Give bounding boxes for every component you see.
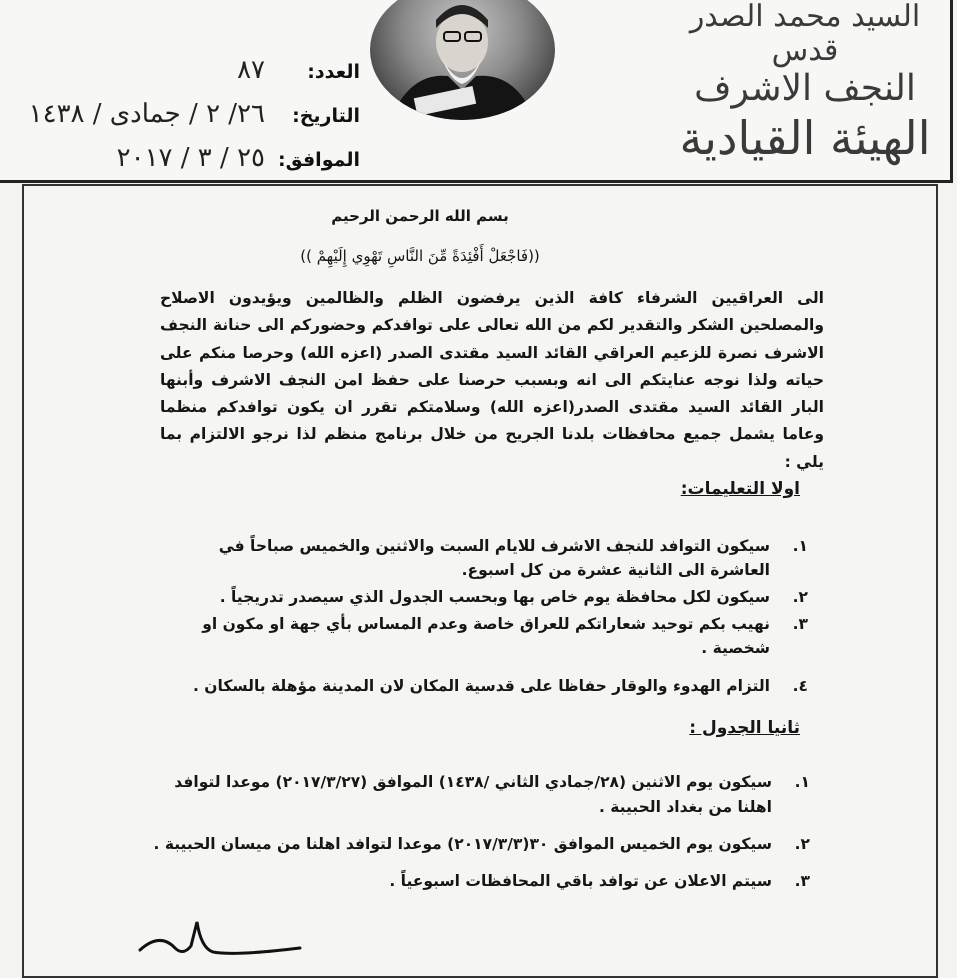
- date-value: ٢٦/ ٢ / جمادى / ١٤٣٨: [28, 99, 265, 129]
- list-item-text: سيكون لكل محافظة يوم خاص بها وبحسب الجدول الذي سيصدر تدريجياً .: [219, 588, 770, 606]
- signature-mark: [135, 918, 305, 960]
- portrait-illustration: [370, 0, 555, 120]
- list-item-number: ٢.: [794, 835, 810, 853]
- list-item: [150, 832, 810, 857]
- letter-title: بسم الله الرحمن الرحيم: [331, 207, 509, 225]
- gregorian-label: الموافق:: [278, 149, 360, 171]
- list-item-text: سيكون التوافد للنجف الاشرف للايام السبت والاثنين والخميس صباحاً في العاشرة الى الثانية عشرة من كل اسبوع.: [218, 537, 770, 579]
- quranic-verse: ((فَاجْعَلْ أَفْئِدَةً مِّنَ النَّاسِ تَهْوِي إِلَيْهِمْ )): [300, 247, 540, 265]
- meta-number-row: [30, 55, 360, 99]
- list-item-number: ١.: [794, 773, 810, 791]
- meta-date-row: [30, 99, 360, 143]
- portrait-photo: [370, 0, 555, 120]
- list-item: [160, 534, 808, 582]
- list-item-number: ١.: [792, 537, 808, 555]
- list-item: [160, 612, 808, 660]
- logo-line-founder: السيد محمد الصدر قدس: [689, 0, 921, 68]
- list-item-text: التزام الهدوء والوقار حفاظا على قدسية المكان لان المدينة مؤهلة بالسكان .: [193, 677, 770, 695]
- meta-gregorian-row: [30, 143, 360, 187]
- letterhead: [0, 0, 953, 183]
- list-item-number: ٢.: [792, 588, 808, 606]
- date-label: التاريخ:: [292, 105, 360, 127]
- section-schedule-heading: ثانيا الجدول :: [689, 718, 800, 738]
- list-item: [160, 674, 808, 698]
- section-instructions-heading: اولا التعليمات:: [680, 479, 800, 499]
- document-meta: [30, 55, 360, 187]
- list-item: [160, 585, 808, 609]
- logo-line-city: النجف الاشرف: [694, 68, 916, 109]
- list-item: [150, 869, 810, 893]
- organization-logo: [670, 0, 940, 175]
- list-item-text: سيكون يوم الاثنين (٢٨/جمادي الثاني /١٤٣٨) الموافق (٢٠١٧/٣/٢٧) موعدا لتوافد اهلنا من بغداد الحبيبة .: [174, 773, 772, 816]
- number-label: العدد:: [307, 61, 360, 83]
- list-item: [150, 770, 810, 820]
- list-item-text: سيكون يوم الخميس الموافق ٣٠(٢٠١٧/٣/٣) موعدا لتوافد اهلنا من ميسان الحبيبة .: [153, 835, 772, 853]
- instructions-list: [160, 534, 808, 698]
- number-value: ٨٧: [237, 55, 265, 85]
- schedule-list: [150, 770, 810, 893]
- list-item-number: ٣.: [794, 872, 810, 890]
- list-item-text: سيتم الاعلان عن توافد باقي المحافظات اسبوعياً .: [389, 872, 772, 890]
- gregorian-value: ٢٥ / ٣ / ٢٠١٧: [116, 143, 265, 173]
- logo-line-body: الهيئة القيادية: [679, 111, 931, 165]
- list-item-text: نهيب بكم توحيد شعاراتكم للعراق خاصة وعدم المساس بأي جهة او مكون او شخصية .: [202, 615, 770, 657]
- list-item-number: ٣.: [792, 615, 808, 633]
- list-item-number: ٤.: [792, 677, 808, 695]
- intro-paragraph: الى العراقيين الشرفاء كافة الذين يرفضون الظلم والظالمين ويؤيدون الاصلاح والمصلحين الشكر والتقدير لكم من الله تعالى على توافدكم وحضوركم الى حنانة النجف الاشرف نصرة للزعيم العراقي القائد السيد مقتدى الصدر (اعزه الله) وحرصا منكم على حياته ولذا نوجه عنايتكم الى انه وبسبب حرصنا على حفظ امن النجف الاشرف وأبنها البار القائد السيد مقتدى الصدر(اعزه الله) وسلامتكم تقرر ان يكون توافدكم منظما وعاما يشمل جميع محافظات بلدنا الجريح من خلال برنامج منظم لذا نرجو الالتزام بما يلي :: [160, 289, 824, 471]
